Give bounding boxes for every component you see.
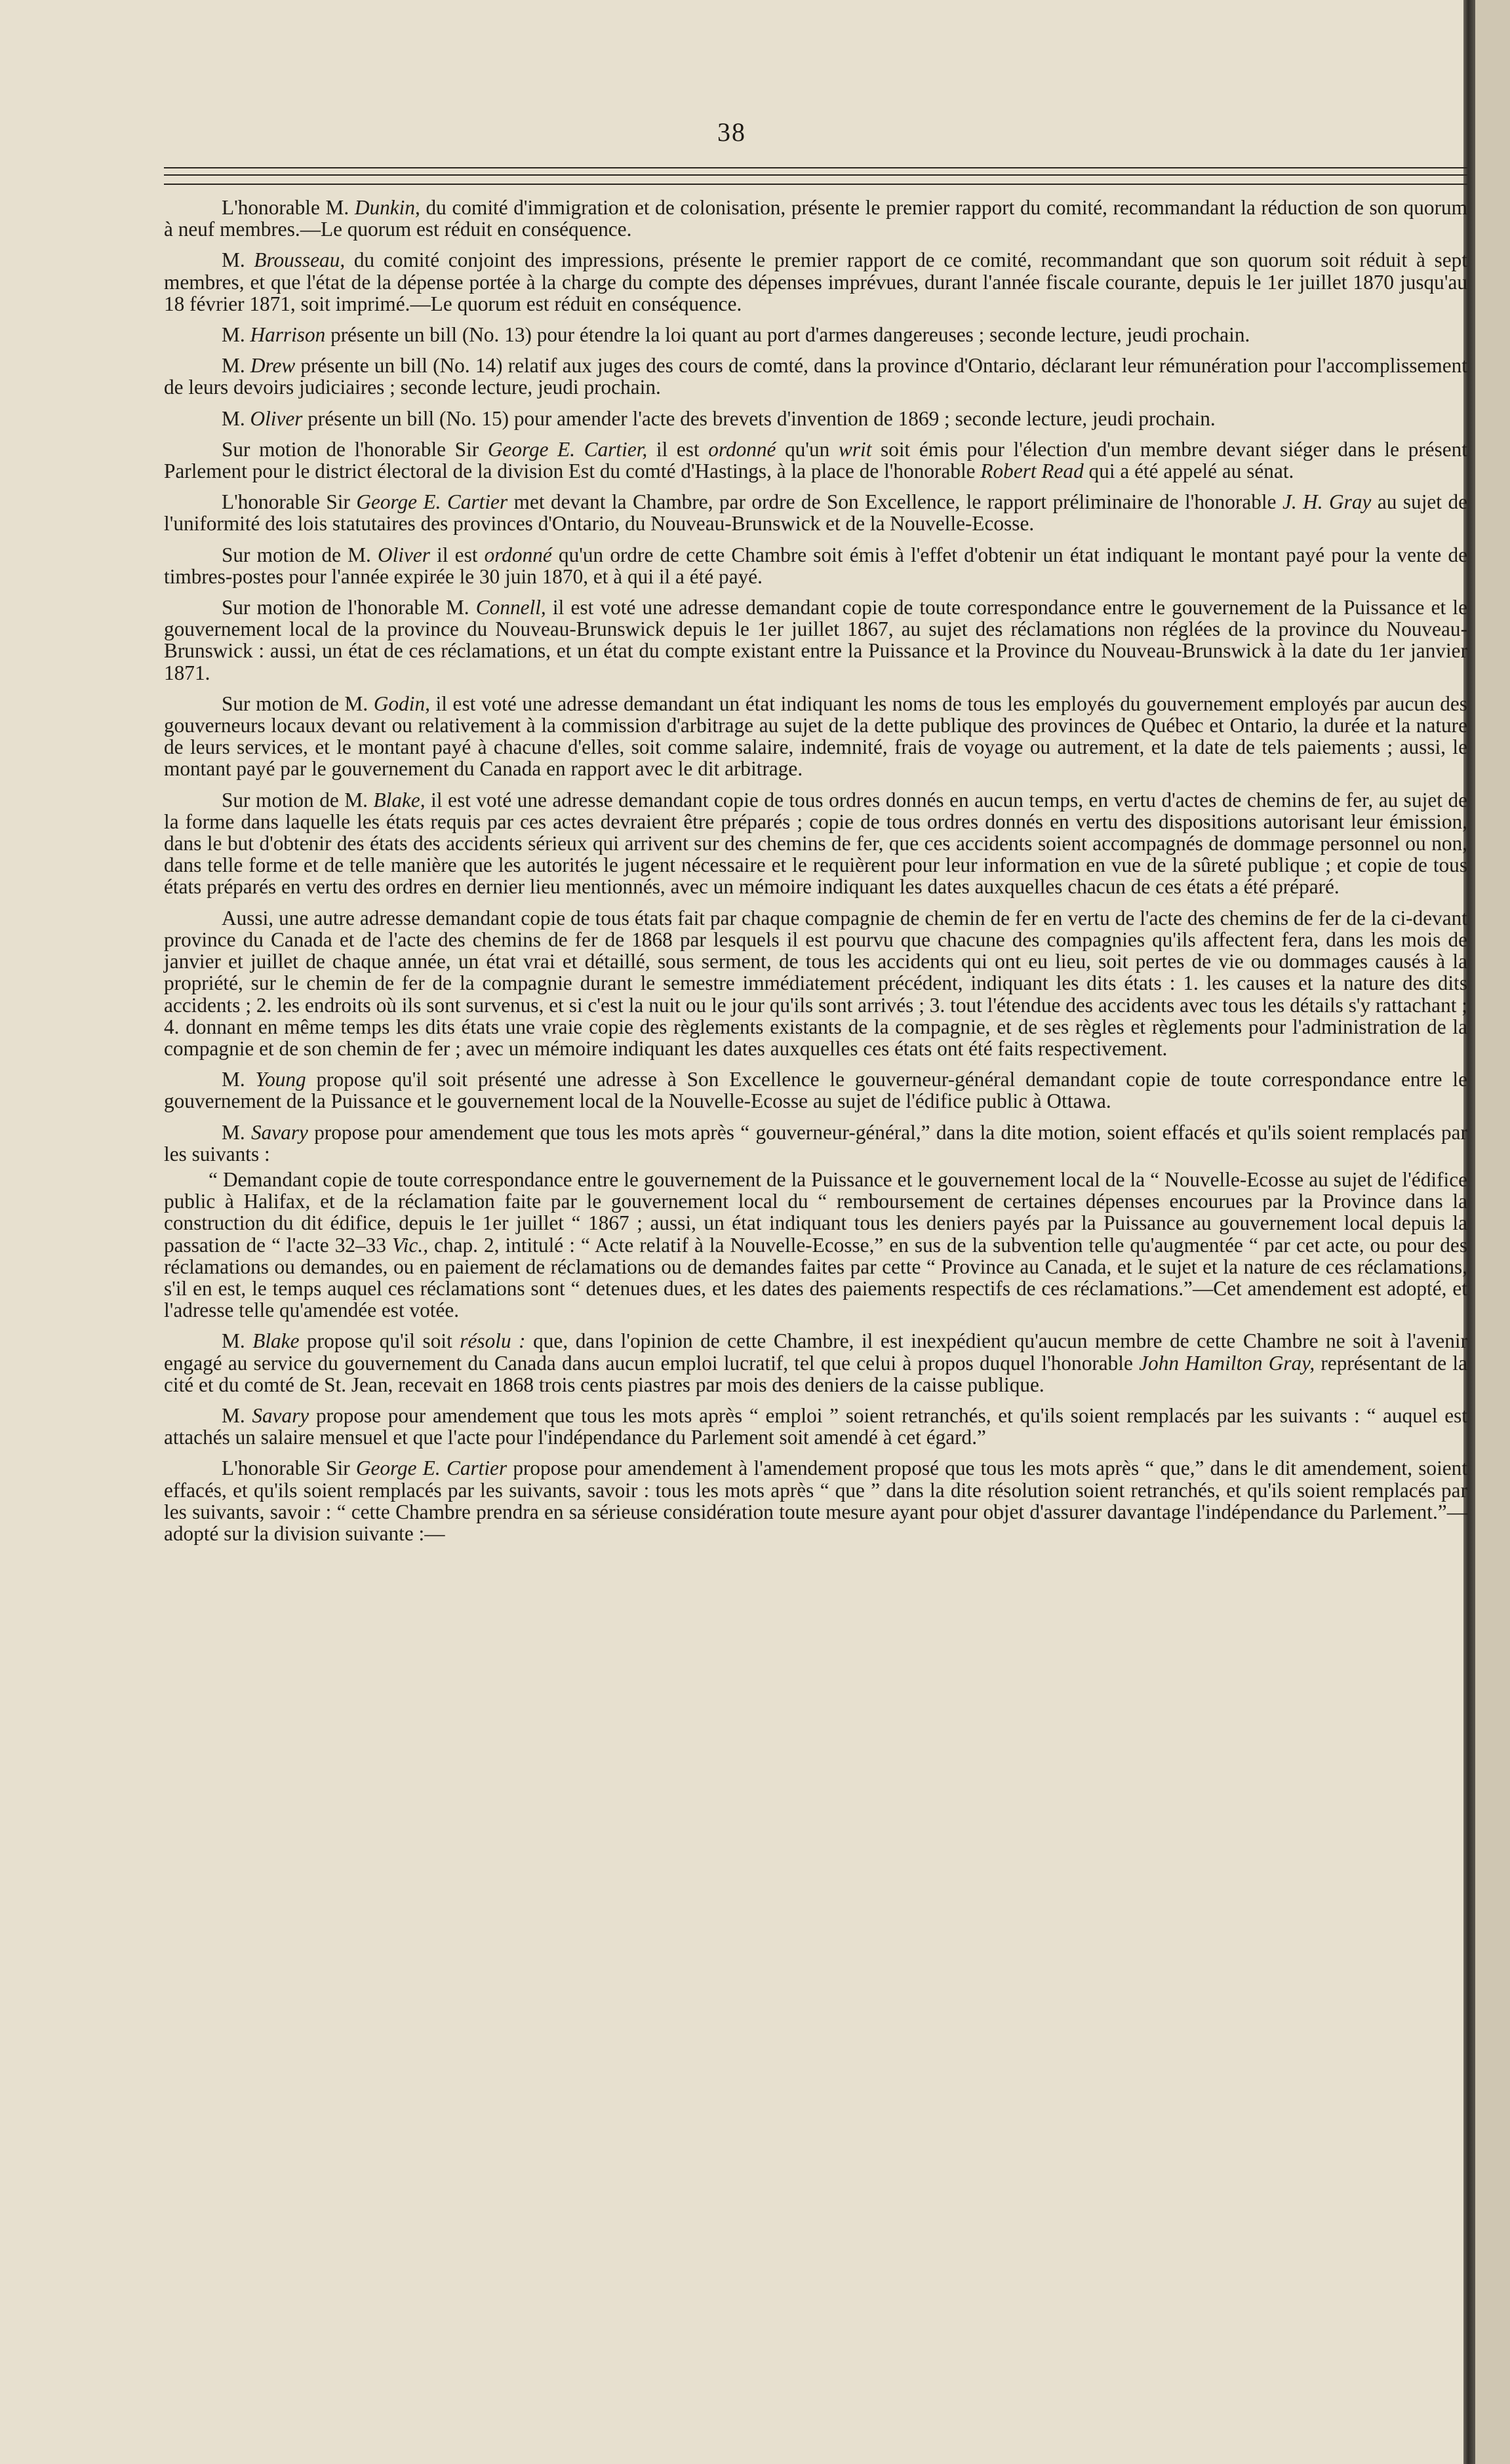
- header-rule: [164, 184, 1467, 185]
- paragraph: Sur motion de M. Oliver il est ordonné qu'un ordre de cette Chambre soit émis à l'effet d'obtenir un état indiquant le montant payé pour la vente de timbres-postes pour l'année expirée le 30 juin 1870, et à qui il a été payé.: [164, 543, 1467, 588]
- member-name: George E. Cartier,: [487, 437, 648, 461]
- paragraph: Sur motion de l'honorable M. Connell, il est voté une adresse demandant copie de toute correspondance entre le gouvernement de la Puissance et le gouvernement local de la province du Nouveau-Brunswick depuis le 1er juillet 1867, au sujet des réclamations non réglées de la province du Nouveau-Brunswick : aussi, un état de ces réclamations, et un état du compte existant entre la Puissance et la Province du Nouveau-Brunswick à la date du 1er janvier 1871.: [164, 596, 1467, 684]
- member-name: Blake: [252, 1329, 300, 1353]
- paragraph: M. Blake propose qu'il soit résolu : que, dans l'opinion de cette Chambre, il est inexpédient qu'aucun membre de cette Chambre ne soit à l'avenir engagé au service du gouvernement du Canada dans aucun emploi lucratif, tel que celui à propos duquel l'honorable John Hamilton Gray, représentant de la cité et du comté de St. Jean, recevait en 1868 trois cents piastres par mois des deniers de la caisse publique.: [164, 1329, 1468, 1396]
- header-rule: [164, 167, 1467, 168]
- paragraph: Sur motion de l'honorable Sir George E. Cartier, il est ordonné qu'un writ soit émis pour l'élection d'un membre devant siéger dans le présent Parlement pour le district électoral de la division Est du comté d'Hastings, à la place de l'honorable Robert Read qui a été appelé au sénat.: [164, 437, 1467, 483]
- header-rule: [164, 174, 1467, 176]
- paragraph: M. Oliver présente un bill (No. 15) pour amender l'acte des brevets d'invention de 1869 ; seconde lecture, jeudi prochain.: [222, 406, 1216, 430]
- member-name: Godin,: [373, 692, 430, 715]
- member-name: George E. Cartier: [355, 1457, 507, 1480]
- paragraph: M. Savary propose pour amendement que tous les mots après “ emploi ” soient retranchés, et qu'ils soient remplacés par les suivants : “ auquel est attachés un salaire mensuel et que l'acte pour l'indépendance du Parlement soit amendé à cet égard.”: [164, 1403, 1468, 1449]
- member-name: Connell,: [475, 596, 546, 619]
- member-name: Young: [255, 1068, 306, 1091]
- member-name: J. H. Gray: [1282, 490, 1372, 514]
- member-name: Drew: [250, 354, 296, 378]
- journal-text: [164, 197, 1467, 1554]
- paragraph: M. Young propose qu'il soit présenté une adresse à Son Excellence le gouverneur-général demandant copie de toute correspondance entre le gouvernement de la Puissance et le gouvernement local de la Nouvelle-Ecosse au sujet de l'édifice public à Ottawa.: [164, 1068, 1467, 1113]
- member-name: John Hamilton Gray,: [1139, 1351, 1315, 1375]
- member-name: Savary: [252, 1403, 309, 1427]
- member-name: Brousseau,: [254, 248, 346, 272]
- member-name: Harrison: [250, 323, 326, 347]
- paragraph: M. Harrison présente un bill (No. 13) pour étendre la loi quant au port d'armes dangereuses ; seconde lecture, jeudi prochain.: [222, 323, 1250, 347]
- member-name: Oliver: [378, 543, 430, 566]
- paragraph: Aussi, une autre adresse demandant copie de tous états fait par chaque compagnie de chemin de fer en vertu de l'acte des chemins de fer de la ci-devant province du Canada et de l'acte des chemins de fer de 1868 par lesquels il est pourvu que chacune des compagnies qu'ils affectent fera, dans les mois de janvier et juillet de chaque année, un état vrai et détaillé, sous serment, de tous les accidents qui ont eu lieu, soit pertes de vie ou dommages causés à la propriété, sur le chemin de fer de la compagnie durant le semestre immédiatement précédent, indiquant les dits états : 1. les causes et la nature des dits accidents ; 2. les endroits où ils sont survenus, et si c'est la nuit ou le jour qu'ils sont arrivés ; 3. tout l'étendue des accidents avec tous les détails s'y rattachant ; 4. donnant en même temps les dits états une vraie copie des règlements existants de la compagnie, et de ses règles et règlements pour l'administration de la compagnie et de son chemin de fer ; avec un mémoire indiquant les dates auxquelles ces états ont été faits respectivement.: [164, 906, 1467, 1060]
- paragraph: M. Savary propose pour amendement que tous les mots après “ gouverneur-général,” dans la dite motion, soient effacés et qu'ils soient remplacés par les suivants :: [164, 1120, 1467, 1165]
- paragraph: Sur motion de M. Blake, il est voté une adresse demandant copie de tous ordres donnés en aucun temps, en vertu d'actes de chemins de fer, au sujet de la forme dans laquelle les états requis par ces actes devraient être préparés ; copie de tous ordres donnés en vertu des dispositions autorisant leur émission, dans le but d'obtenir des états des accidents sérieux qui arrivent sur des chemins de fer, que ces accidents soient accompagnés de dommage personnel ou non, dans telle forme et de telle manière que les autorités le jugent nécessaire et le requièrent pour leur information en vue de la sûreté publique ; et copie de tous états préparés en vertu des ordres en dernier lieu mentionnés, avec un mémoire indiquant les dates auxquelles chacun de ces états a été préparé.: [164, 788, 1467, 899]
- paragraph: M. Brousseau, du comité conjoint des impressions, présente le premier rapport de ce comité, recommandant que son quorum soit réduit à sept membres, et que l'état de la dépense portée à la charge du compte des dépenses imprévues, durant l'année fiscale courante, depuis le 1er juillet 1870 jusqu'au 18 février 1871, soit imprimé.—Le quorum est réduit en conséquence.: [164, 248, 1467, 315]
- member-name: Blake,: [373, 788, 426, 812]
- member-name: Robert Read: [980, 460, 1084, 483]
- paragraph: Sur motion de M. Godin, il est voté une adresse demandant un état indiquant les noms de tous les employés du gouvernement employés par aucun des gouverneurs locaux devant ou relativement à la commission d'arbitrage au sujet de la dette publique des provinces de Québec et Ontario, la durée et la nature de leurs services, et le montant payé à chacune d'elles, soit comme salaire, indemnité, frais de voyage ou autrement, et la date de tels paiements ; aussi, le montant payé par le gouvernement du Canada en rapport avec le dit arbitrage.: [164, 692, 1467, 781]
- member-name: George E. Cartier: [356, 490, 508, 514]
- paragraph: L'honorable Sir George E. Cartier propose pour amendement à l'amendement proposé que tous les mots après “ que,” dans le dit amendement, soient effacés, et qu'ils soient remplacés par les suivants, savoir : tous les mots après “ que ” dans la dite résolution soient retranchés, et qu'ils soient remplacés par les suivants, savoir : “ cette Chambre prendra en sa sérieuse considération toute mesure ayant pour objet d'assurer davantage l'indépendance du Parlement.”—adopté sur la division suivante :—: [164, 1457, 1468, 1545]
- paragraph: L'honorable Sir George E. Cartier met devant la Chambre, par ordre de Son Excellence, le rapport préliminaire de l'honorable J. H. Gray au sujet de l'uniformité des lois statutaires des provinces d'Ontario, du Nouveau-Brunswick et de la Nouvelle-Ecosse.: [164, 490, 1467, 536]
- page-number: 38: [717, 117, 746, 147]
- member-name: Dunkin,: [354, 196, 420, 219]
- quoted-amendment: “ Demandant copie de toute correspondance entre le gouvernement de la Puissance et le gouvernement local de la “ Nouvelle-Ecosse au sujet de l'édifice public à Halifax, et de la réclamation faite par le gouvernement local du “ remboursement de certaines dépenses encourues par la Province dans la construction du dit édifice, depuis le 1er juillet “ 1867 ; aussi, un état indiquant tous les deniers payés par la Puissance au gouvernement local depuis la passation de “ l'acte 32–33 Vic., chap. 2, intitulé : “ Acte relatif à la Nouvelle-Ecosse,” en sus de la subvention telle qu'augmentée “ par cet acte, ou pour des réclamations ou demandes, ou en paiement de réclamations ou de demandes faites par cette “ Province au Canada, et le sujet et la nature de ces réclamations, s'il en est, le temps auquel ces réclamations sont “ detenues dues, et les dates des paiements respectifs de ces réclamations.”—Cet amendement est adopté, et l'adresse telle qu'amendée est votée.: [164, 1167, 1467, 1322]
- member-name: Oliver: [250, 406, 303, 430]
- paragraph: M. Drew présente un bill (No. 14) relatif aux juges des cours de comté, dans la province d'Ontario, déclarant leur rémunération pour l'accomplissement de leurs devoirs judiciaires ; seconde lecture, jeudi prochain.: [164, 354, 1468, 399]
- member-name: Savary: [250, 1120, 308, 1144]
- facing-page-edge: [1475, 0, 1510, 2464]
- paragraph: L'honorable M. Dunkin, du comité d'immigration et de colonisation, présente le premier rapport du comité, recommandant la réduction de son quorum à neuf membres.—Le quorum est réduit en conséquence.: [164, 196, 1467, 241]
